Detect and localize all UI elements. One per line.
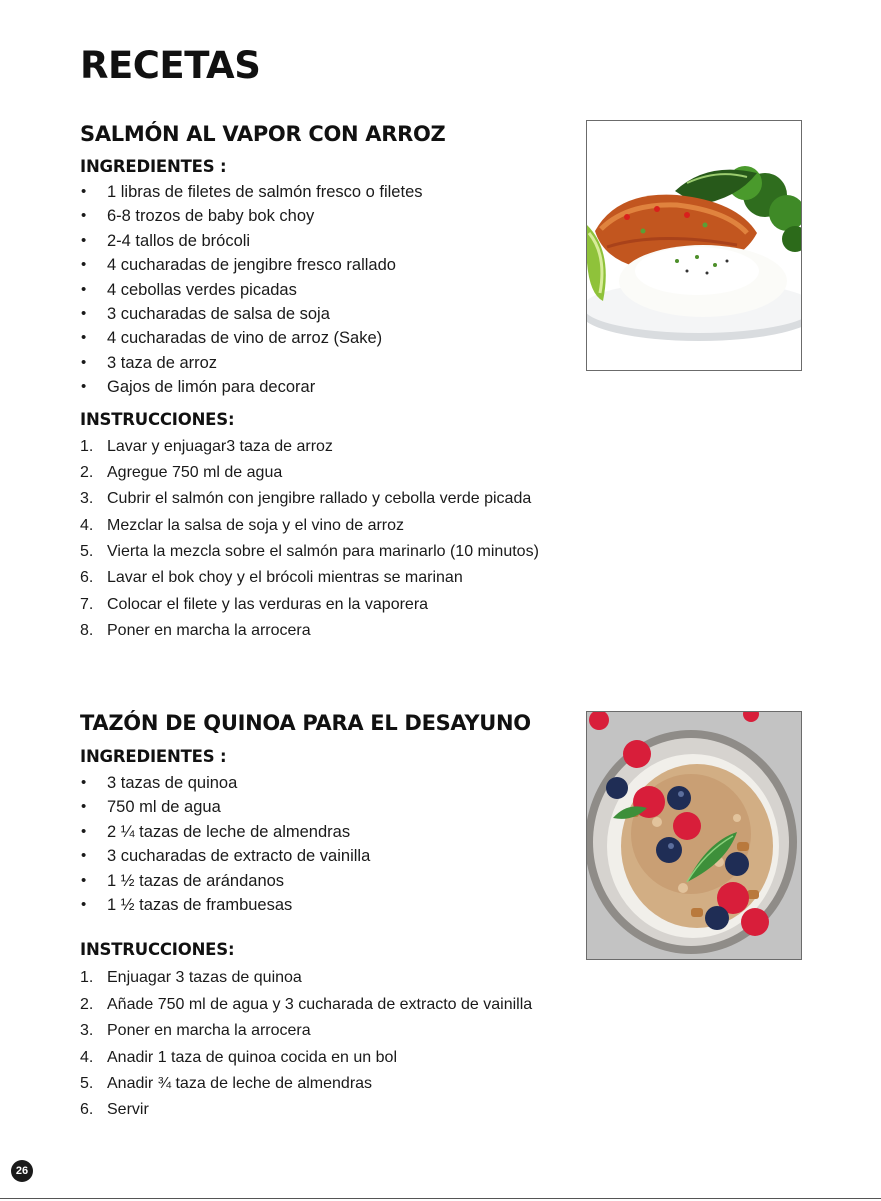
ingredient-item: • 4 cebollas verdes picadas [80,278,580,302]
instruction-step [80,486,580,512]
step-text: Cubrir el salmón con jengibre rallado y cebolla verde picada [107,490,532,508]
instruction-step [80,460,580,486]
ingredient-item: • 3 cucharadas de salsa de soja [80,302,580,326]
instructions-list [80,434,580,645]
step-text: Vierta la mezcla sobre el salmón para marinarlo (10 minutos) [107,543,539,561]
page-title: RECETAS [80,44,261,87]
step-text: Servir [107,1101,149,1119]
step-text: Añade 750 ml de agua y 3 cucharada de extracto de vainilla [107,995,533,1013]
step-number: 1. [80,437,94,455]
instructions-heading: INSTRUCCIONES: [80,940,235,960]
step-text: Poner en marcha la arrocera [107,622,311,640]
instructions-list [80,965,580,1123]
step-number: 2. [80,463,94,481]
ingredients-heading: INGREDIENTES : [80,747,227,766]
step-number: 4. [80,516,94,534]
recipe-salmon [80,118,580,645]
ingredient-item: • 3 taza de arroz [80,351,580,375]
step-text: Mezclar la salsa de soja y el vino de arroz [107,516,405,534]
ingredients-heading: INGREDIENTES : [80,157,227,176]
ingredient-item: • 3 cucharadas de extracto de vainilla [80,844,580,868]
step-text: Colocar el filete y las verduras en la vaporera [107,595,429,613]
instruction-step [80,1018,580,1044]
ingredients-list [80,180,580,400]
instruction-step [80,992,580,1018]
step-text: Poner en marcha la arrocera [107,1022,311,1040]
step-text: Agregue 750 ml de agua [107,463,283,481]
step-number: 4. [80,1048,94,1066]
recipe-title: TAZÓN DE QUINOA PARA EL DESAYUNO [80,711,531,735]
instruction-step [80,565,580,591]
ingredient-item: • 2-4 tallos de brócoli [80,229,580,253]
step-number: 6. [80,569,94,587]
step-text: Lavar y enjuagar3 taza de arroz [107,437,333,455]
step-number: 3. [80,490,94,508]
instruction-step [80,434,580,460]
ingredient-item: • 1 libras de filetes de salmón fresco o filetes [80,180,580,204]
recipe-title: SALMÓN AL VAPOR CON ARROZ [80,122,446,146]
instruction-step [80,1045,580,1071]
instruction-step [80,513,580,539]
instruction-step [80,965,580,991]
step-number: 5. [80,543,94,561]
step-number: 2. [80,995,94,1013]
instructions-heading: INSTRUCCIONES: [80,409,235,429]
ingredient-item: • 2 ¼ tazas de leche de almendras [80,820,580,844]
step-text: Lavar el bok choy y el brócoli mientras se marinan [107,569,463,587]
ingredient-item: • 4 cucharadas de jengibre fresco rallado [80,253,580,277]
quinoa-bowl-photo [586,711,802,960]
ingredients-list [80,771,580,917]
instruction-step [80,1071,580,1097]
step-number: 6. [80,1101,94,1119]
ingredient-item: • 1 ½ tazas de arándanos [80,869,580,893]
instruction-step [80,1097,580,1123]
recipe-quinoa [80,707,580,1124]
instruction-step [80,618,580,644]
ingredient-item: • 3 tazas de quinoa [80,771,580,795]
salmon-dish-photo [586,120,802,371]
step-number: 5. [80,1074,94,1092]
ingredient-item: • 1 ½ tazas de frambuesas [80,893,580,917]
instruction-step [80,539,580,565]
bottom-divider [0,1198,881,1199]
step-number: 1. [80,969,94,987]
ingredient-item: • Gajos de limón para decorar [80,375,580,399]
step-text: Enjuagar 3 tazas de quinoa [107,969,302,987]
step-number: 3. [80,1022,94,1040]
page-number-badge: 26 [11,1160,33,1182]
instruction-step [80,592,580,618]
step-number: 8. [80,622,94,640]
ingredient-item: • 4 cucharadas de vino de arroz (Sake) [80,326,580,350]
ingredient-item: • 750 ml de agua [80,795,580,819]
step-number: 7. [80,595,94,613]
ingredient-item: • 6-8 trozos de baby bok choy [80,204,580,228]
step-text: Anadir ¾ taza de leche de almendras [107,1074,373,1092]
step-text: Anadir 1 taza de quinoa cocida en un bol [107,1048,397,1066]
